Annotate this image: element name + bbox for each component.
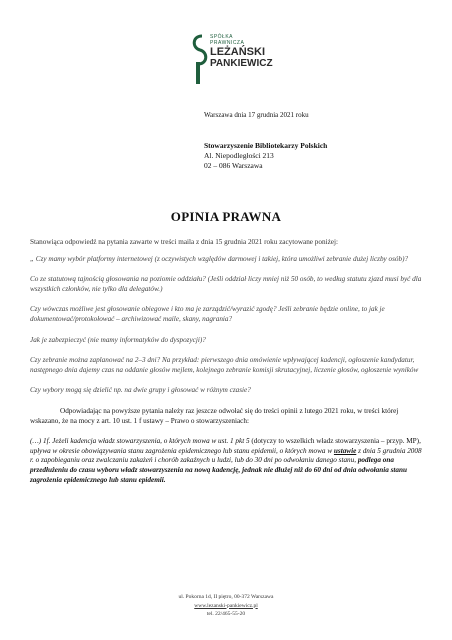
- logo-line-2: PRAWNICZA: [210, 40, 245, 46]
- quote-bold-2: podlega ona przedłużeniu do czasu wyboru władz stowarzyszenia na nową kadencję, jednak nie dłużej niż do 60 dni od dnia odwołania stanu zagrożenia epidemicznego lub stanu epidemii.: [30, 456, 408, 484]
- document-body: [30, 238, 422, 485]
- intro-paragraph: Stanowiąca odpowiedź na pytania zawarte w treści maila z dnia 15 grudnia 2021 roku zacytowane poniżej:: [30, 238, 338, 246]
- footer-address: ul. Pokorna 1d, II piętro, 00-372 Warszawa: [178, 594, 274, 600]
- recipient-city: 02 – 086 Warszawa: [204, 161, 263, 170]
- quote-part-2: upływa w okresie obowiązywania stanu zagrożenia epidemicznego lub stanu epidemii, o których mowa w: [30, 446, 334, 455]
- question-3: Czy wówczas możliwe jest głosowanie obiegowe i kto ma je zarządzić/wyrazić zgodę? Jeśli zebranie będzie online, to jak je dokumentować/protokołować – archiwizować maile, skany, nagrania?: [30, 305, 385, 323]
- question-5: Czy zebranie można zaplanować na 2–3 dni? Na przykład: pierwszego dnia omówienie wpływającej kadencji, ogłoszenie kandydatur, następnego dnia dajemy czas na oddanie głosów mejlem, kolejnego zebranie komisji skrutacyjnej, liczenie głosów, ogłoszenie wyników: [30, 356, 419, 374]
- statute-quote: [30, 437, 422, 485]
- recipient-name: Stowarzyszenie Bibliotekarzy Polskich: [204, 141, 328, 150]
- logo-line-4: PANKIEWICZ: [210, 58, 273, 69]
- recipient-address: [204, 141, 327, 171]
- question-6: Czy wybory mogą się dzielić np. na dwie grupy i głosować w różnym czasie?: [30, 386, 251, 395]
- quote-part-1b: (dotyczy to wszelkich władz stowarzyszenia – przyp. MP),: [249, 437, 421, 446]
- logo-line-1: SPÓŁKA: [210, 34, 234, 40]
- quote-bold-1: ustawie: [333, 446, 357, 455]
- quote-part-1: (…) 1f. Jeżeli kadencja władz stowarzyszenia, o których mowa w ust. 1 pkt 5: [30, 437, 250, 446]
- logo-wordmark: [210, 34, 273, 69]
- recipient-street: Al. Niepodległości 213: [204, 151, 274, 160]
- document-title: OPINIA PRAWNA: [170, 209, 282, 224]
- logo-icon: [188, 32, 208, 86]
- answer-intro: Odpowiadając na powyższe pytania należy raz jeszcze odwołać się do treści opinii z lutego 2021 roku, w treści której wskazano, że na mocy z art. 10 ust. 1 f ustawy – Prawo o stowarzyszeniach:: [30, 406, 399, 425]
- footer-website[interactable]: www.lezanski-pankiewicz.pl: [194, 602, 258, 609]
- footer: [0, 593, 452, 619]
- logo-line-3: LEŻAŃSKI: [210, 46, 265, 58]
- question-2: Co ze statutową tajnością głosowania na poziomie oddziału? (Jeśli oddział liczy mniej niż 50 osób, to według statutu zjazd musi być dla wszystkich członków, nie tylko dla delegatów.): [30, 275, 422, 293]
- footer-phone: tel. 22/465-55-20: [206, 611, 246, 617]
- quote-part-3: z dnia 5 grudnia 2008 r. o zapobieganiu oraz zwalczaniu zakażeń i chorób zakaźnych u ludzi, lub do 30 dni po odwołaniu danego stanu,: [30, 446, 422, 465]
- question-4: Jak je zabezpieczyć (nie mamy informatyków do dyspozycji)?: [30, 335, 206, 344]
- company-logo: [188, 30, 273, 96]
- place-date: Warszawa dnia 17 grudnia 2021 roku: [204, 111, 309, 119]
- question-1: „ Czy mamy wybór platformy internetowej (z oczywistych względów darmowej i takiej, która umożliwi zebranie dużej liczby osób)?: [30, 254, 409, 263]
